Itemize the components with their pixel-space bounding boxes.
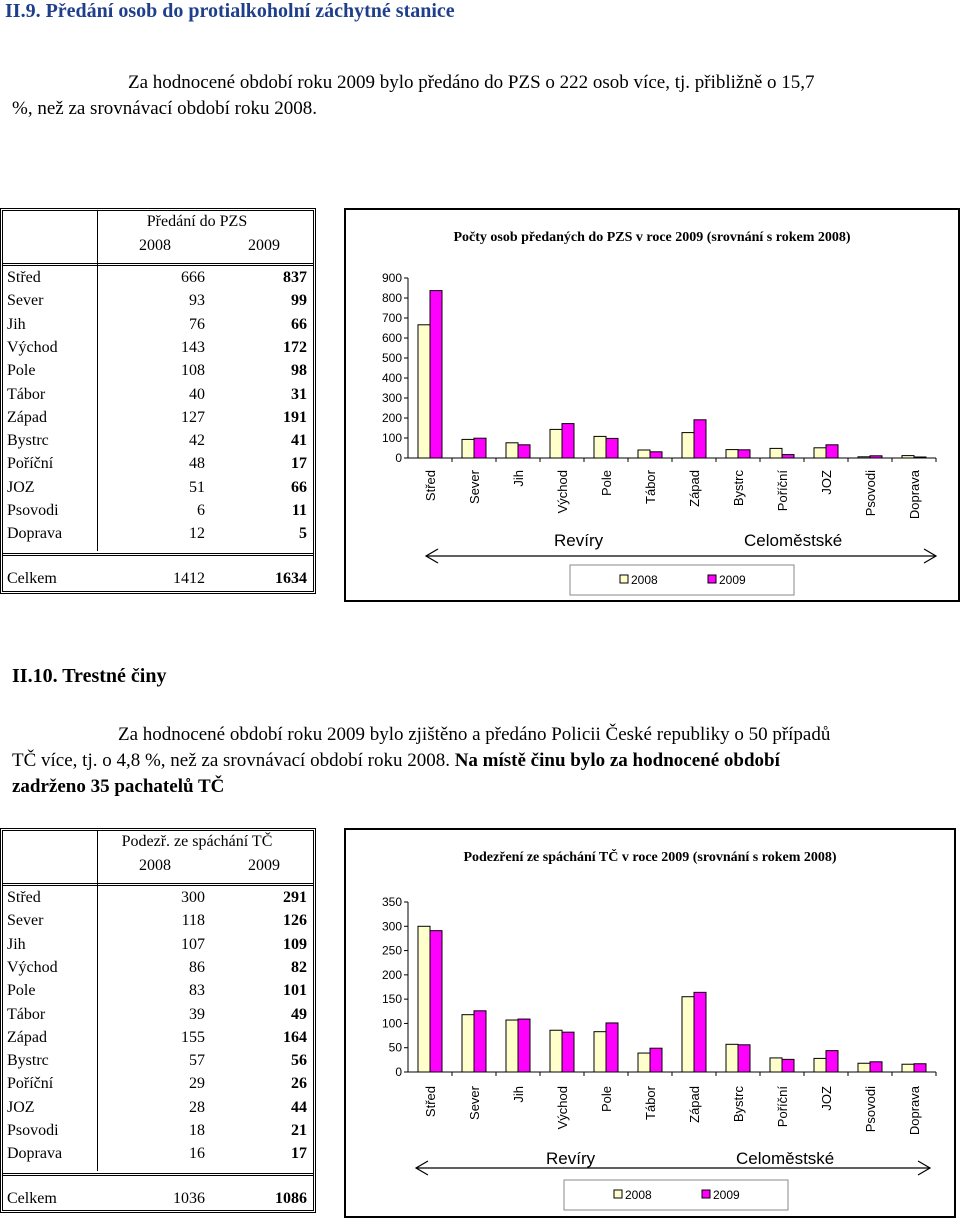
bar-2008 <box>594 1032 606 1072</box>
x-tick-label: Tábor <box>643 1086 658 1120</box>
value-2008: 42 <box>189 432 205 450</box>
y-tick-label: 800 <box>381 291 402 305</box>
bar-2009 <box>606 438 618 458</box>
row-label: JOZ <box>7 478 35 496</box>
table-row <box>3 430 313 453</box>
column-header-2008: 2008 <box>139 237 171 254</box>
x-tick-label: Východ <box>555 1086 570 1130</box>
value-2009: 44 <box>291 1098 307 1116</box>
value-2009: 26 <box>291 1075 307 1093</box>
bar-2009 <box>738 450 750 458</box>
value-2009: 109 <box>283 935 307 953</box>
table-row <box>3 523 313 546</box>
value-2009: 98 <box>291 362 307 380</box>
value-2009: 837 <box>283 269 307 286</box>
bar-2009 <box>562 424 574 458</box>
row-label: Jih <box>7 315 26 333</box>
table-row <box>3 314 313 337</box>
section-paragraph-line: Za hodnocené období roku 2009 bylo předáno do PZS o 222 osob více, tj. přibližně o 15,7 <box>128 72 815 93</box>
x-tick-label: Střed <box>423 470 438 502</box>
legend-label-2008: 2008 <box>631 573 658 587</box>
bar-2008 <box>902 1064 914 1072</box>
value-2008: 51 <box>189 478 205 496</box>
row-label: JOZ <box>7 1098 35 1116</box>
row-label: Poříční <box>7 1075 54 1093</box>
bar-2009 <box>782 1059 794 1072</box>
column-header-2008: 2008 <box>139 857 171 874</box>
value-2009: 66 <box>291 478 307 496</box>
value-2008: 57 <box>189 1052 205 1070</box>
row-label: Pole <box>7 362 36 380</box>
bar-2008 <box>550 429 562 458</box>
value-2009: 56 <box>291 1052 307 1070</box>
row-label: Tábor <box>7 1005 46 1023</box>
value-2009: 99 <box>291 292 307 310</box>
bar-2008 <box>506 1020 518 1072</box>
table-row <box>3 910 313 933</box>
total-2008: 1036 <box>173 1189 205 1207</box>
bar-2009 <box>430 931 442 1072</box>
bar-2009 <box>914 1064 926 1072</box>
value-2009: 21 <box>291 1122 307 1139</box>
value-2009: 191 <box>283 408 307 426</box>
legend-swatch-2008 <box>620 575 628 583</box>
table-row <box>3 1120 313 1143</box>
chart-title: Počty osob předaných do PZS v roce 2009 (srovnání s rokem 2008) <box>453 230 851 245</box>
value-2008: 16 <box>189 1145 205 1163</box>
table-total-row <box>3 553 313 591</box>
bar-2009 <box>650 452 662 458</box>
crimes-chart-plot <box>346 830 954 1216</box>
table-row <box>3 887 313 910</box>
table-title: Předání do PZS <box>146 213 248 230</box>
table-row <box>3 500 313 523</box>
bar-2009 <box>694 420 706 458</box>
bar-2008 <box>462 439 474 458</box>
table-row <box>3 384 313 407</box>
value-2009: 49 <box>291 1005 307 1023</box>
bar-2008 <box>770 448 782 458</box>
row-label: Bystrc <box>7 1052 49 1070</box>
value-2009: 41 <box>291 432 307 450</box>
bar-2008 <box>462 1015 474 1072</box>
table-row <box>3 1097 313 1120</box>
bar-2009 <box>826 1051 838 1072</box>
bar-2009 <box>650 1048 662 1072</box>
value-2009: 291 <box>283 889 307 906</box>
table-row <box>3 290 313 313</box>
section-heading-crimes: II.10. Trestné činy <box>12 665 167 687</box>
value-2009: 5 <box>299 525 307 543</box>
x-tick-label: Poříční <box>775 1086 790 1128</box>
table-row <box>3 453 313 476</box>
pzs-chart <box>344 208 960 602</box>
bar-2008 <box>814 448 826 458</box>
y-tick-label: 300 <box>381 919 402 934</box>
x-tick-label: Pole <box>599 1086 614 1113</box>
value-2009: 31 <box>291 385 307 403</box>
bar-2009 <box>430 291 442 458</box>
table-row <box>3 1073 313 1096</box>
row-label: Pole <box>7 982 36 1000</box>
value-2008: 28 <box>189 1098 205 1116</box>
table-header <box>3 831 313 886</box>
bar-2009 <box>870 456 882 458</box>
table-row <box>3 337 313 360</box>
value-2008: 40 <box>189 385 205 403</box>
row-label: Doprava <box>7 525 63 543</box>
table-row <box>3 477 313 500</box>
value-2008: 93 <box>189 292 205 310</box>
value-2009: 11 <box>291 502 307 519</box>
bar-2008 <box>902 456 914 458</box>
x-tick-label: Doprava <box>907 470 922 520</box>
x-tick-label: JOZ <box>819 1086 834 1111</box>
value-2008: 155 <box>181 1028 205 1046</box>
row-label: Východ <box>7 338 58 356</box>
column-header-2009: 2009 <box>248 857 280 874</box>
bar-2009 <box>738 1045 750 1072</box>
section-heading-pzs: II.9. Předání osob do protialkoholní záchytné stanice <box>5 0 455 22</box>
bar-2009 <box>694 992 706 1072</box>
pzs-table <box>0 208 316 594</box>
legend-swatch-2008 <box>614 1190 622 1198</box>
total-label: Celkem <box>7 1189 57 1207</box>
y-tick-label: 900 <box>381 271 402 285</box>
bar-2008 <box>682 433 694 458</box>
legend-label-2009: 2009 <box>719 573 746 587</box>
bar-2008 <box>858 457 870 458</box>
value-2008: 666 <box>181 269 205 286</box>
value-2008: 127 <box>181 408 205 426</box>
value-2008: 18 <box>189 1122 205 1139</box>
value-2008: 108 <box>181 362 205 380</box>
value-2008: 118 <box>181 912 205 930</box>
x-tick-label: Pole <box>599 470 614 497</box>
row-label: Psovodi <box>7 502 59 519</box>
table-row <box>3 957 313 980</box>
bar-2009 <box>474 438 486 458</box>
value-2008: 39 <box>189 1005 205 1023</box>
row-label: Doprava <box>7 1145 63 1163</box>
section-paragraph-line <box>12 748 780 774</box>
table-title: Podezř. ze spáchání TČ <box>121 833 273 850</box>
table-header <box>3 211 313 266</box>
y-tick-label: 200 <box>381 411 402 425</box>
row-label: Bystrc <box>7 432 49 450</box>
bar-2009 <box>518 1019 530 1072</box>
x-tick-label: Bystrc <box>731 470 746 507</box>
y-tick-label: 400 <box>381 371 402 385</box>
crimes-table <box>0 828 316 1213</box>
bar-2008 <box>638 450 650 458</box>
legend-label-2008: 2008 <box>625 1188 652 1202</box>
y-tick-label: 100 <box>381 1016 402 1031</box>
bar-2008 <box>770 1058 782 1072</box>
bar-2008 <box>814 1058 826 1072</box>
y-tick-label: 150 <box>381 992 402 1007</box>
y-tick-label: 600 <box>381 331 402 345</box>
section-paragraph-line: %, než za srovnávací období roku 2008. <box>12 98 317 119</box>
chart-title: Podezření ze spáchání TČ v roce 2009 (srovnání s rokem 2008) <box>463 850 837 865</box>
bar-2009 <box>606 1023 618 1072</box>
group-label-left: Revíry <box>554 531 604 550</box>
x-tick-label: Psovodi <box>863 1086 878 1133</box>
value-2008: 86 <box>189 958 205 976</box>
value-2008: 143 <box>181 338 205 356</box>
y-tick-label: 0 <box>395 1065 402 1079</box>
y-tick-label: 700 <box>381 311 402 325</box>
bar-2008 <box>418 926 430 1072</box>
group-label-left: Revíry <box>546 1149 596 1168</box>
x-tick-label: Východ <box>555 470 570 514</box>
x-tick-label: Střed <box>423 1086 438 1118</box>
row-label: Střed <box>7 889 41 906</box>
y-tick-label: 50 <box>388 1040 402 1055</box>
pzs-chart-plot <box>346 210 958 600</box>
bar-2009 <box>782 455 794 458</box>
row-label: Západ <box>7 408 47 426</box>
value-2009: 82 <box>291 958 307 976</box>
bar-2009 <box>870 1062 882 1072</box>
total-2008: 1412 <box>173 569 205 587</box>
bar-2008 <box>550 1030 562 1072</box>
value-2009: 172 <box>283 338 307 356</box>
bar-2008 <box>858 1063 870 1072</box>
bar-2009 <box>826 445 838 458</box>
bar-2008 <box>726 450 738 458</box>
total-label: Celkem <box>7 569 57 587</box>
value-2009: 66 <box>291 315 307 333</box>
table-row <box>3 360 313 383</box>
x-tick-label: Doprava <box>907 1086 922 1136</box>
table-row <box>3 1050 313 1073</box>
total-2009: 1634 <box>275 569 307 587</box>
row-label: Jih <box>7 935 26 953</box>
x-tick-label: Poříční <box>775 470 790 512</box>
row-label: Střed <box>7 269 41 286</box>
x-tick-label: Sever <box>467 470 482 504</box>
bar-2009 <box>518 445 530 458</box>
table-row <box>3 407 313 430</box>
y-tick-label: 200 <box>381 967 402 982</box>
row-label: Psovodi <box>7 1122 59 1139</box>
row-label: Východ <box>7 958 58 976</box>
bar-2008 <box>506 443 518 458</box>
y-tick-label: 0 <box>395 451 402 465</box>
group-label-right: Celoměstské <box>736 1149 835 1168</box>
bar-2009 <box>562 1032 574 1072</box>
table-row <box>3 1027 313 1050</box>
legend-box <box>570 565 794 595</box>
x-tick-label: Tábor <box>643 470 658 504</box>
paragraph-text: TČ více, tj. o 4,8 %, než za srovnávací období roku 2008. <box>12 750 450 771</box>
x-tick-label: Jih <box>511 470 526 487</box>
x-tick-label: Bystrc <box>731 1086 746 1123</box>
row-label: Západ <box>7 1028 47 1046</box>
value-2008: 29 <box>189 1075 205 1093</box>
y-tick-label: 300 <box>381 391 402 405</box>
paragraph-bold-text: Na místě činu bylo za hodnocené období <box>454 750 780 771</box>
section-paragraph-line: zadrženo 35 pachatelů TČ <box>12 776 225 797</box>
bar-2008 <box>726 1044 738 1072</box>
table-row <box>3 934 313 957</box>
y-tick-label: 250 <box>381 943 402 958</box>
table-total-row <box>3 1173 313 1210</box>
legend-swatch-2009 <box>708 575 716 583</box>
bar-2008 <box>594 436 606 458</box>
value-2009: 17 <box>291 455 307 473</box>
row-label: Sever <box>7 292 44 310</box>
legend-swatch-2009 <box>702 1190 710 1198</box>
row-label: Poříční <box>7 455 54 473</box>
bar-2009 <box>474 1011 486 1072</box>
value-2009: 17 <box>291 1145 307 1163</box>
row-label: Tábor <box>7 385 46 403</box>
value-2009: 164 <box>283 1028 307 1046</box>
x-tick-label: Západ <box>687 470 702 507</box>
value-2009: 101 <box>283 982 307 1000</box>
value-2008: 6 <box>197 502 205 519</box>
x-tick-label: Jih <box>511 1086 526 1103</box>
bar-2008 <box>638 1053 650 1072</box>
bar-2008 <box>418 325 430 458</box>
x-tick-label: Psovodi <box>863 470 878 517</box>
section-paragraph-line: Za hodnocené období roku 2009 bylo zjištěno a předáno Policii České republiky o 50 případů <box>118 724 831 745</box>
x-tick-label: Sever <box>467 1086 482 1120</box>
table-row <box>3 980 313 1003</box>
table-row <box>3 267 313 290</box>
column-header-2009: 2009 <box>248 237 280 254</box>
x-tick-label: Západ <box>687 1086 702 1123</box>
y-tick-label: 350 <box>381 895 402 909</box>
total-2009: 1086 <box>275 1189 307 1207</box>
group-label-right: Celoměstské <box>744 531 843 550</box>
value-2008: 76 <box>189 315 205 333</box>
value-2008: 83 <box>189 982 205 1000</box>
x-tick-label: JOZ <box>819 470 834 495</box>
table-row <box>3 1004 313 1027</box>
bar-2008 <box>682 997 694 1072</box>
value-2008: 107 <box>181 935 205 953</box>
value-2008: 12 <box>189 525 205 543</box>
value-2009: 126 <box>283 912 307 930</box>
bar-2009 <box>914 457 926 458</box>
crimes-chart <box>344 828 956 1218</box>
row-label: Sever <box>7 912 44 930</box>
legend-box <box>564 1180 788 1210</box>
legend-label-2009: 2009 <box>713 1188 740 1202</box>
value-2008: 48 <box>189 455 205 473</box>
value-2008: 300 <box>181 889 205 906</box>
y-tick-label: 500 <box>381 351 402 365</box>
y-tick-label: 100 <box>381 431 402 445</box>
table-row <box>3 1143 313 1166</box>
